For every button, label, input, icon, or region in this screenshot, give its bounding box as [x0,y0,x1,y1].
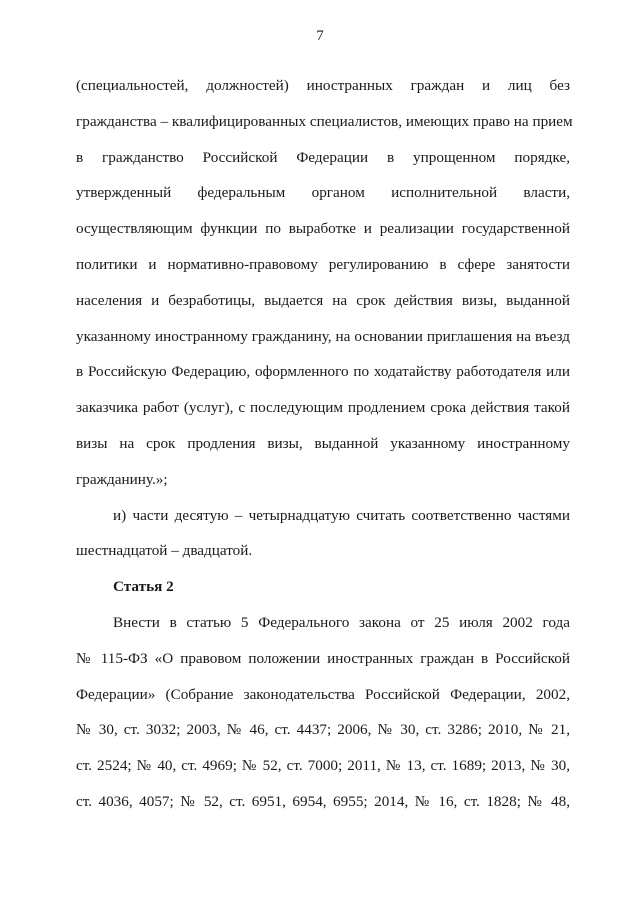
paragraph-line: населения и безработицы, выдается на срок действия визы, выданной [76,291,570,309]
article-heading: Статья 2 [113,578,174,596]
paragraph-line: гражданину.»; [76,470,168,488]
paragraph-line: политики и нормативно-правовому регулированию в сфере занятости [76,255,570,273]
paragraph-line: утвержденный федеральным органом исполнительной власти, [76,184,570,202]
document-body [76,74,573,826]
paragraph-line: № 115-ФЗ «О правовом положении иностранных граждан в Российской [76,649,570,667]
paragraph-line: осуществляющим функции по выработке и реализации государственной [76,220,570,238]
paragraph-line: визы на срок продления визы, выданной указанному иностранному [76,434,570,452]
page-number: 7 [316,28,324,44]
paragraph-line: в гражданство Российской Федерации в упрощенном порядке, [76,148,570,166]
paragraph-line: и) части десятую – четырнадцатую считать соответственно частями [113,506,570,524]
paragraph-line: Внести в статью 5 Федерального закона от 25 июля 2002 года [113,613,570,631]
paragraph-line: заказчика работ (услуг), с последующим продлением срока действия такой [76,399,570,417]
paragraph-line: гражданства – квалифицированных специалистов, имеющих право на прием [76,112,573,130]
paragraph-line: ст. 4036, 4057; № 52, ст. 6951, 6954, 6955; 2014, № 16, ст. 1828; № 48, [76,792,570,810]
paragraph-line: ст. 2524; № 40, ст. 4969; № 52, ст. 7000; 2011, № 13, ст. 1689; 2013, № 30, [76,757,570,775]
paragraph-line: в Российскую Федерацию, оформленного по ходатайству работодателя или [76,363,570,381]
paragraph-line: (специальностей, должностей) иностранных граждан и лиц без [76,77,570,94]
paragraph-line: шестнадцатой – двадцатой. [76,542,253,560]
paragraph-line: Федерации» (Собрание законодательства Российской Федерации, 2002, [76,685,570,703]
paragraph-line: указанному иностранному гражданину, на основании приглашения на въезд [76,327,570,345]
paragraph-line: № 30, ст. 3032; 2003, № 46, ст. 4437; 2006, № 30, ст. 3286; 2010, № 21, [76,721,570,739]
